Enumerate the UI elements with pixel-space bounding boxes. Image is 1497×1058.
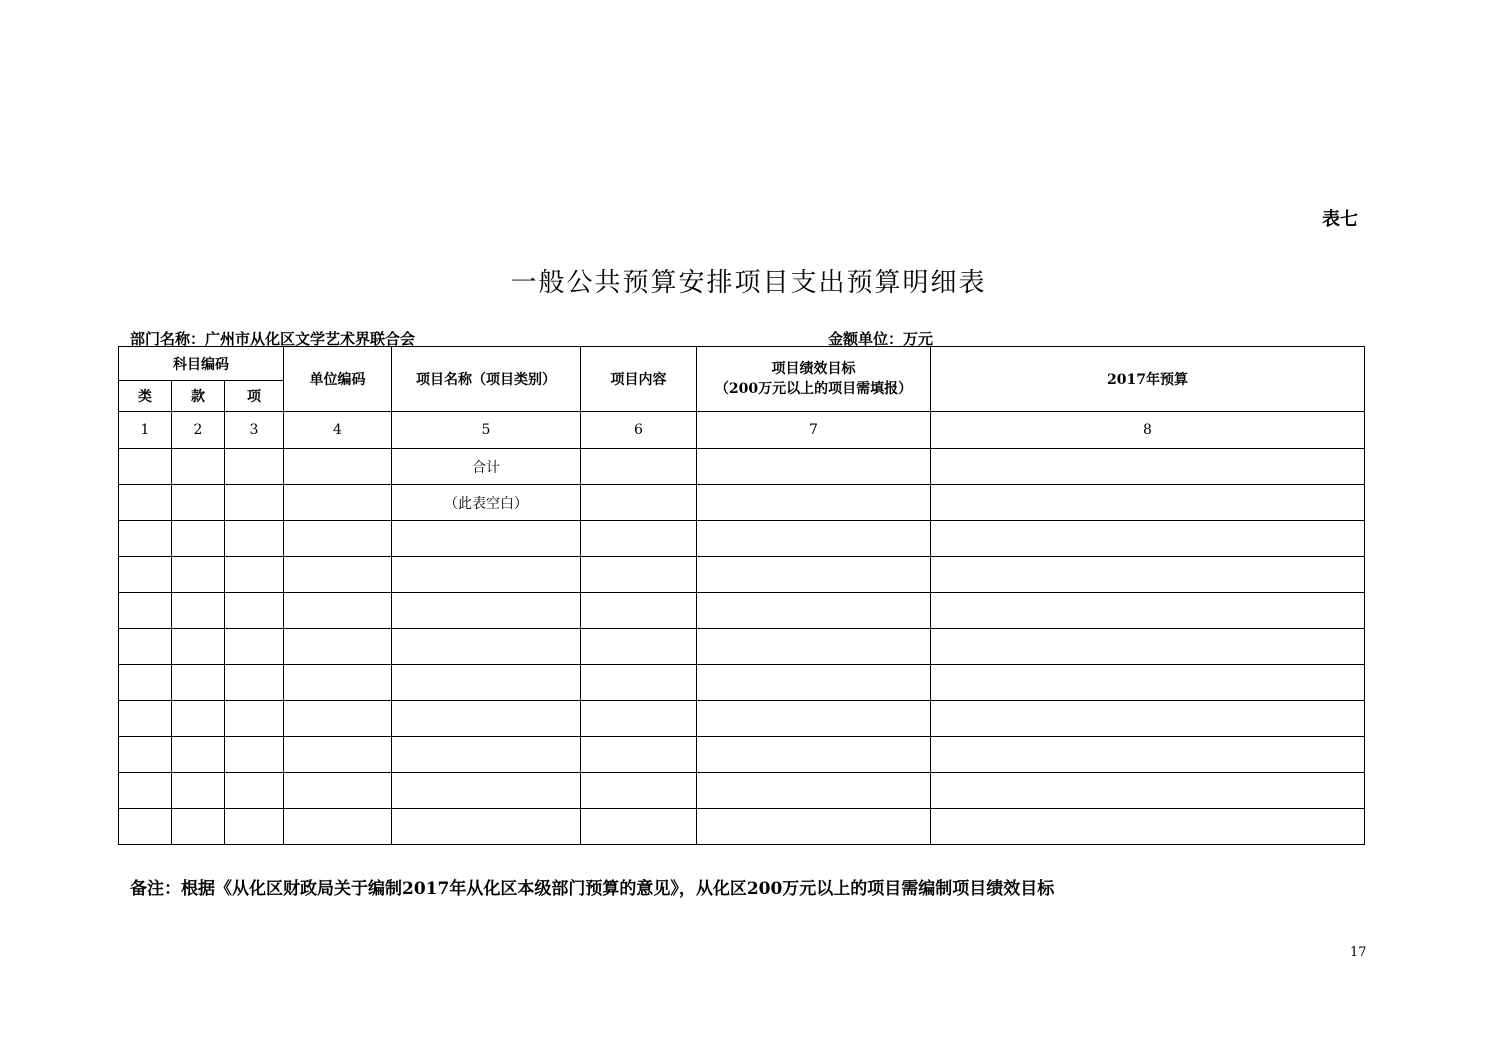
column-number: 6 <box>581 412 697 449</box>
cell-xiang <box>225 701 284 737</box>
cell-project-name <box>392 773 581 809</box>
cell-project-name <box>392 809 581 845</box>
department-name-label: 部门名称：广州市从化区文学艺术界联合会 <box>130 330 416 348</box>
cell-project-name: 合计 <box>392 449 581 485</box>
cell-project-name <box>392 557 581 593</box>
header-project-content: 项目内容 <box>581 347 697 412</box>
cell-project-name: （此表空白） <box>392 485 581 521</box>
cell-kuan <box>172 665 225 701</box>
cell-budget <box>931 629 1365 665</box>
table-row <box>119 629 1365 665</box>
cell-project-content <box>581 701 697 737</box>
cell-budget <box>931 593 1365 629</box>
cell-lei <box>119 449 172 485</box>
cell-perf-target <box>697 485 931 521</box>
cell-kuan <box>172 557 225 593</box>
cell-lei <box>119 629 172 665</box>
header-xiang: 项 <box>225 381 284 412</box>
table-row <box>119 557 1365 593</box>
cell-kuan <box>172 521 225 557</box>
cell-project-content <box>581 521 697 557</box>
cell-perf-target <box>697 521 931 557</box>
cell-xiang <box>225 629 284 665</box>
cell-lei <box>119 809 172 845</box>
header-kuan: 款 <box>172 381 225 412</box>
table-row <box>119 449 1365 485</box>
cell-perf-target <box>697 809 931 845</box>
cell-xiang <box>225 449 284 485</box>
cell-budget <box>931 773 1365 809</box>
cell-project-content <box>581 485 697 521</box>
cell-budget <box>931 449 1365 485</box>
cell-kuan <box>172 449 225 485</box>
cell-unit-code <box>284 701 392 737</box>
budget-detail-table <box>118 346 1365 845</box>
cell-project-content <box>581 809 697 845</box>
column-number: 4 <box>284 412 392 449</box>
header-lei: 类 <box>119 381 172 412</box>
cell-xiang <box>225 737 284 773</box>
cell-unit-code <box>284 737 392 773</box>
cell-lei <box>119 773 172 809</box>
cell-xiang <box>225 773 284 809</box>
cell-lei <box>119 593 172 629</box>
cell-project-content <box>581 737 697 773</box>
cell-lei <box>119 737 172 773</box>
table-row <box>119 701 1365 737</box>
cell-project-name <box>392 521 581 557</box>
cell-project-name <box>392 665 581 701</box>
cell-project-content <box>581 593 697 629</box>
cell-budget <box>931 737 1365 773</box>
cell-xiang <box>225 593 284 629</box>
cell-unit-code <box>284 665 392 701</box>
cell-budget <box>931 557 1365 593</box>
table-row <box>119 593 1365 629</box>
cell-budget <box>931 809 1365 845</box>
cell-unit-code <box>284 557 392 593</box>
cell-unit-code <box>284 593 392 629</box>
cell-perf-target <box>697 593 931 629</box>
column-number: 1 <box>119 412 172 449</box>
cell-lei <box>119 701 172 737</box>
table-row <box>119 485 1365 521</box>
column-number-row <box>119 412 1365 449</box>
cell-project-content <box>581 557 697 593</box>
table-row <box>119 809 1365 845</box>
cell-project-content <box>581 665 697 701</box>
cell-project-name <box>392 737 581 773</box>
cell-lei <box>119 665 172 701</box>
cell-perf-target <box>697 737 931 773</box>
column-number: 2 <box>172 412 225 449</box>
cell-kuan <box>172 701 225 737</box>
cell-kuan <box>172 485 225 521</box>
header-project-name: 项目名称（项目类别） <box>392 347 581 412</box>
table-number-label: 表七 <box>1322 209 1358 230</box>
document-title: 一般公共预算安排项目支出预算明细表 <box>510 268 987 298</box>
cell-xiang <box>225 485 284 521</box>
header-subject-code: 科目编码 <box>119 347 284 381</box>
cell-perf-target <box>697 629 931 665</box>
column-number: 3 <box>225 412 284 449</box>
cell-xiang <box>225 557 284 593</box>
cell-project-content <box>581 773 697 809</box>
cell-kuan <box>172 737 225 773</box>
header-budget-2017: 2017年预算 <box>931 347 1365 412</box>
cell-lei <box>119 557 172 593</box>
cell-unit-code <box>284 521 392 557</box>
column-number: 8 <box>931 412 1365 449</box>
cell-perf-target <box>697 449 931 485</box>
cell-xiang <box>225 665 284 701</box>
cell-budget <box>931 485 1365 521</box>
cell-kuan <box>172 629 225 665</box>
cell-project-name <box>392 701 581 737</box>
cell-xiang <box>225 809 284 845</box>
cell-perf-target <box>697 665 931 701</box>
cell-perf-target <box>697 557 931 593</box>
cell-unit-code <box>284 485 392 521</box>
footnote: 备注：根据《从化区财政局关于编制2017年从化区本级部门预算的意见》，从化区200万元以上的项目需编制项目绩效目标 <box>130 879 1055 899</box>
cell-unit-code <box>284 449 392 485</box>
cell-budget <box>931 665 1365 701</box>
table-row <box>119 665 1365 701</box>
cell-lei <box>119 521 172 557</box>
cell-project-content <box>581 629 697 665</box>
cell-unit-code <box>284 773 392 809</box>
table-row <box>119 737 1365 773</box>
cell-xiang <box>225 521 284 557</box>
header-unit-code: 单位编码 <box>284 347 392 412</box>
header-performance-target-line1: 项目绩效目标 <box>771 361 856 377</box>
cell-project-name <box>392 593 581 629</box>
column-number: 7 <box>697 412 931 449</box>
cell-perf-target <box>697 701 931 737</box>
amount-unit-label: 金额单位：万元 <box>828 330 934 348</box>
cell-kuan <box>172 809 225 845</box>
cell-project-content <box>581 449 697 485</box>
cell-lei <box>119 485 172 521</box>
cell-kuan <box>172 593 225 629</box>
cell-budget <box>931 701 1365 737</box>
page-number: 17 <box>1350 945 1367 960</box>
cell-perf-target <box>697 773 931 809</box>
cell-project-name <box>392 629 581 665</box>
cell-unit-code <box>284 629 392 665</box>
cell-unit-code <box>284 809 392 845</box>
table-row <box>119 521 1365 557</box>
cell-kuan <box>172 773 225 809</box>
cell-budget <box>931 521 1365 557</box>
header-performance-target <box>697 347 931 412</box>
column-number: 5 <box>392 412 581 449</box>
table-row <box>119 773 1365 809</box>
header-performance-target-line2: （200万元以上的项目需填报） <box>714 381 913 397</box>
